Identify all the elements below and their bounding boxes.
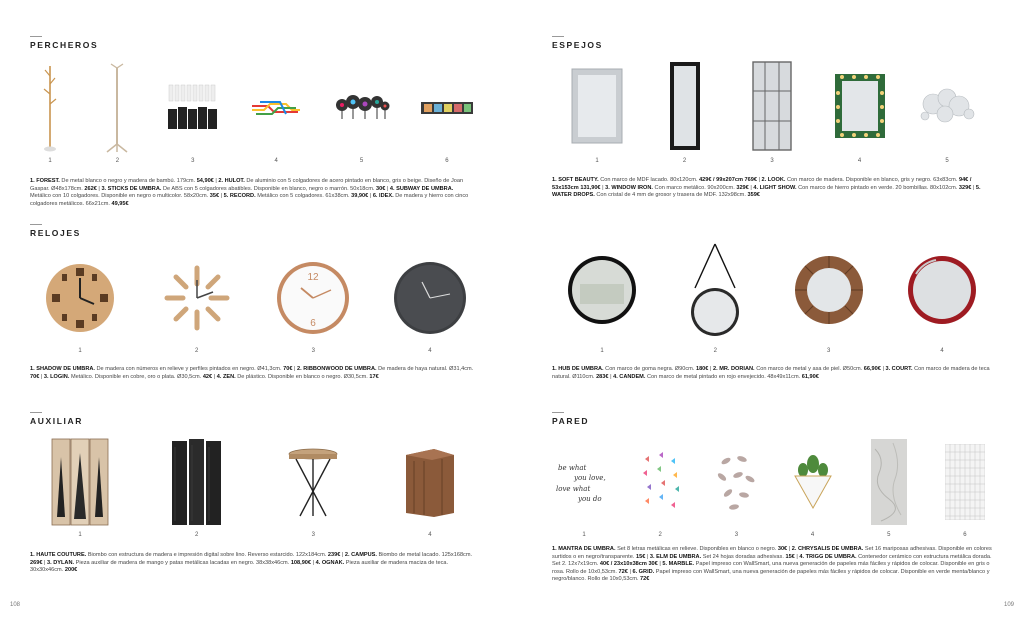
product-water-drops[interactable] (907, 58, 987, 164)
product-name: 4. CANDEM. (613, 373, 646, 380)
product-number: 5 (887, 532, 891, 538)
trigg-image (781, 436, 845, 528)
product-text: Con cristal de 4 mm de grosor y trasera de MDF. 132x98cm. (596, 192, 746, 199)
hub-image (562, 236, 642, 344)
product-text: De metal blanco o negro y madera de bambú. 179cm. (61, 178, 196, 184)
product-price: 131,90€ (580, 184, 601, 191)
product-text: De madera de haya natural. Ø31,4cm. (378, 366, 474, 372)
product-ribbonwood[interactable] (157, 252, 237, 354)
product-text: Pieza auxiliar de madera de mango y patas metálicas lacadas en negro. 38x38x46cm. (75, 559, 290, 566)
product-grid[interactable] (933, 436, 997, 538)
section-relojes (30, 224, 81, 238)
page-number-right: 109 (1003, 602, 1014, 608)
product-text: Con marco de madera. Disponible en blanco, gris y negro. 63x83cm. (787, 177, 958, 183)
product-name: 3. WINDOW IRON. (605, 184, 653, 191)
clock-numeral-6: 6 (310, 318, 317, 329)
product-elm[interactable] (704, 436, 768, 538)
relojes-products (40, 252, 470, 354)
product-text: Con marco de hierro pintado en verde. 20 bombillas. 80x102cm. (798, 184, 958, 191)
section-percheros (30, 36, 98, 50)
product-number: 4 (428, 348, 432, 354)
product-number: 4 (274, 158, 278, 164)
product-price: 329€ (736, 184, 749, 191)
product-hulot[interactable] (97, 62, 137, 164)
product-price: 39,90€ (351, 193, 369, 200)
product-price: 70€ (30, 373, 40, 380)
product-text: Con marco de goma negra. Ø90cm. (605, 366, 695, 372)
record-image (332, 62, 392, 154)
product-text: Set 8 letras metálicas en relieve. Disponibles en blanco o negro. (617, 546, 777, 552)
product-haute-couture[interactable] (40, 436, 120, 538)
product-number: 4 (940, 348, 944, 354)
product-number: 4 (428, 532, 432, 538)
product-text: Metálico con 10 colgadores. Disponible en negro o multicolor. 58x20cm. (30, 193, 209, 200)
product-court[interactable] (789, 236, 869, 354)
product-text: Papel impreso con WallSmart, una nueva generación de papeles más fáciles y rápidos de colocar. Disponible en verde menta/blanco y negro/blanco. Rollo de 10x0,53cm. (552, 568, 990, 583)
window-iron-image (732, 58, 812, 154)
percheros-description: 1. FOREST. De metal blanco o negro y madera de bambú. 179cm. 54,90€ | 2. HULOT. De aluminio con 5 colgadores de acero pintado en blanco, gris o beige. Diseño de Joan Gaspar. Ø48x178cm. 262€ | 3. STICKS DE UMBRA. De ABS con 5 colgadores abatibles. Disponible en blanco, negro o marrón. 50x18cm. 30€ | 4. SUBWAY DE UMBRA. Metálico con 10 colgadores. Disponible en negro o multicolor. 58x20cm. 35€ | 5. RECORD. Metálico con 5 colgadores. 61x38cm. 39,90€ | 6. IDEX. De madera y hierro con cinco colgadores metálicos. 66x21cm. 49,95€ (30, 178, 469, 207)
section-title-percheros: PERCHEROS (30, 40, 99, 50)
espejos-round-description: 1. HUB DE UMBRA. Con marco de goma negra. Ø90cm. 180€ | 2. MR. DORIAN. Con marco de metal y asa de piel. Ø50cm. 66,90€ | 3. COURT. Con marco de madera de teca natural. Ø110cm. 283€ | 4. CANDEM. Con marco de metal pintado en rojo envejecido. 48x49x11cm. 61,90€ (552, 366, 990, 380)
pared-description: 1. MANTRA DE UMBRA. Set 8 letras metálicas en relieve. Disponibles en blanco o negro. 30€ | 2. CHRYSALIS DE UMBRA. Set 16 mariposas adhesivas. Disponible en colores surtidos o en negro/transparente. 15€ | 3. ELM DE UMBRA. Set 24 hojas doradas adhesivas. 15€ | 4. TRIGG DE UMBRA. Contenedor cerámico con estructura metálica dorada. Set 2. 12x7x19cm. 40€ / 23x10x38cm 30€ | 5. MARBLE. Papel impreso con WallSmart, una nueva generación de papeles más fáciles y rápidos de colocar. Disponible en gris o rosa. Rollo de 10x0,53cm. 72€ | 6. GRID. Papel impreso con WallSmart, una nueva generación de papeles más fáciles y rápidos de colocar. Disponible en verde menta/blanco y negro/blanco. Rollo de 10x0,53cm. 72€ (552, 546, 992, 583)
product-name: 2. HULOT. (218, 178, 245, 184)
forest-image (30, 62, 70, 154)
product-name: 5. WATER DROPS. (552, 184, 981, 199)
clock-numeral-12: 12 (307, 272, 319, 283)
product-window-iron[interactable] (732, 58, 812, 164)
product-price: 269€ (30, 559, 43, 566)
marble-image (857, 436, 921, 528)
section-title-auxiliar: AUXILIAR (30, 416, 83, 426)
product-price: 54,90€ (196, 178, 214, 184)
water-drops-image (907, 58, 987, 154)
light-show-image (820, 58, 900, 154)
product-number: 3 (770, 158, 774, 164)
product-name: 3. STICKS DE UMBRA. (101, 185, 162, 192)
court-image (789, 236, 869, 344)
section-auxiliar (30, 412, 83, 426)
product-name: 4. SUBWAY DE UMBRA. (389, 185, 454, 192)
relojes-description: 1. SHADOW DE UMBRA. De madera con números en relieve y perfiles pintados en negro. Ø41,3cm. 70€ | 2. RIBBONWOOD DE UMBRA. De madera de haya natural. Ø31,4cm. 70€ | 3. LOGIN. Metálico. Disponible en cobre, oro o plata. Ø30,5cm. 42€ | 4. ZEN. De plástico. Disponible en blanco o negro. Ø30,5cm. 17€ (30, 366, 474, 380)
product-name: 1. SHADOW DE UMBRA. (30, 366, 95, 372)
product-number: 2 (115, 158, 120, 164)
product-price: 40€ / 23x10x38cm (599, 561, 647, 568)
product-price: 15€ (785, 553, 795, 560)
espejos-round-products (562, 236, 982, 354)
product-soft-beauty[interactable] (557, 58, 637, 164)
product-price: 108,90€ (290, 559, 312, 566)
product-text: Pieza auxiliar de madera maciza de teca. 30x30x46cm. (30, 559, 449, 574)
product-number: 5 (945, 158, 949, 164)
product-light-show[interactable] (820, 58, 900, 164)
product-look[interactable] (645, 58, 725, 164)
zen-clock-image (390, 252, 470, 344)
elm-image (704, 436, 768, 528)
candem-image (902, 236, 982, 344)
section-rule (30, 224, 42, 225)
idex-image (419, 62, 475, 154)
product-record[interactable] (332, 62, 392, 164)
product-number: 1 (600, 348, 604, 354)
auxiliar-products (40, 436, 470, 538)
product-text: Biombo con estructura de madera e impresión digital sobre lino. Reverso estarcido. 122x184cm. (87, 552, 327, 558)
product-number: 2 (682, 158, 687, 164)
product-text: Con marco de madera de teca natural. Ø110cm. (552, 366, 990, 380)
product-price: 17€ (369, 373, 379, 380)
product-number: 3 (311, 532, 315, 538)
product-text: Con marco de metal y asa de piel. Ø50cm. (756, 366, 863, 372)
section-title-espejos: ESPEJOS (552, 40, 603, 50)
product-text: Metálico. Disponible en cobre, oro o plata. Ø30,5cm. (70, 373, 202, 380)
espejos-description: 1. SOFT BEAUTY. Con marco de MDF lacado. 80x120cm. 429€ / 99x207cm 769€ | 2. LOOK. Con marco de madera. Disponible en blanco, gris y negro. 63x83cm. 94€ / 53x153cm 131,90€ | 3. WINDOW IRON. Con marco metálico. 90x200cm. 329€ | 4. LIGHT SHOW. Con marco de hierro pintado en verde. 20 bombillas. 80x102cm. 329€ | 5. WATER DROPS. Con cristal de 4 mm de grosor y trasera de MDF. 132x98cm. 359€ (552, 177, 981, 199)
product-number: 4 (810, 532, 815, 538)
product-number: 2 (194, 348, 199, 354)
product-name: 3. LOGIN. (43, 373, 70, 380)
ribbonwood-clock-image (157, 252, 237, 344)
product-text: Set 24 hojas doradas adhesivas. (702, 553, 784, 560)
right-page (512, 0, 1024, 618)
product-name: 5. RECORD. (223, 193, 256, 200)
login-clock-image (273, 252, 353, 344)
product-candem[interactable] (902, 236, 982, 354)
sticks-image (165, 62, 221, 154)
product-text: Contenedor cerámico con estructura metálica dorada. Set 2. 12x7x19cm. (552, 553, 992, 568)
section-rule (552, 36, 564, 37)
product-price: 35€ (209, 193, 220, 200)
product-name: 2. CHRYSALIS DE UMBRA. (791, 546, 864, 552)
product-name: 4. LIGHT SHOW. (753, 184, 797, 191)
product-price: 70€ (283, 366, 293, 372)
product-name: 4. TRIGG DE UMBRA. (799, 553, 857, 560)
pared-products (552, 436, 997, 538)
mr-dorian-image (675, 236, 755, 344)
product-text: De ABS con 5 colgadores abatibles. Disponible en blanco, negro o marrón. 50x18cm. (162, 185, 375, 192)
product-campus[interactable] (157, 436, 237, 538)
product-price: 283€ (596, 373, 609, 380)
ognak-image (390, 436, 470, 528)
product-name: 2. CAMPUS. (344, 552, 377, 558)
product-number: 2 (713, 348, 717, 354)
mantra-word: love what (556, 485, 591, 493)
product-price: 30€ (376, 185, 386, 192)
auxiliar-description: 1. HAUTE COUTURE. Biombo con estructura de madera e impresión digital sobre lino. Reverso estarcido. 122x184cm. 239€ | 2. CAMPUS. Biombo de metal lacado. 125x168cm. 269€ | 3. DYLAN. Pieza auxiliar de madera de mango y patas metálicas lacadas en negro. 38x38x46cm. 108,90€ | 4. OGNAK. Pieza auxiliar de madera maciza de teca. 30x30x46cm. 200€ (30, 552, 473, 574)
campus-image (157, 436, 237, 528)
product-ognak[interactable] (390, 436, 470, 538)
mantra-word: you do (578, 495, 602, 503)
product-number: 6 (445, 158, 449, 164)
product-text: Con marco de metal pintado en rojo envejecido. 48x49x11cm. (646, 373, 801, 380)
section-rule (30, 412, 42, 413)
product-text: De madera con números en relieve y perfiles pintados en negro. Ø41,3cm. (96, 366, 282, 372)
product-number: 3 (734, 532, 739, 538)
product-chrysalis[interactable] (628, 436, 692, 538)
product-name: 1. SOFT BEAUTY. (552, 177, 599, 183)
product-number: 3 (191, 158, 195, 164)
shadow-clock-image (40, 252, 120, 344)
product-text: De aluminio con 5 colgadores de acero pintado en blanco, gris o beige. Diseño de Joan Gaspar. Ø48x178cm. (30, 178, 464, 192)
product-sticks[interactable] (165, 62, 221, 164)
look-image (645, 58, 725, 154)
product-name: 1. MANTRA DE UMBRA. (552, 546, 616, 552)
product-dylan[interactable] (273, 436, 353, 538)
mantra-word: you love, (574, 474, 606, 482)
product-price: 42€ (202, 373, 213, 380)
product-trigg[interactable] (781, 436, 845, 538)
product-price: 15€ (635, 553, 646, 560)
product-name: 3. DYLAN. (47, 559, 75, 566)
soft-beauty-image (557, 58, 637, 154)
product-text: Metálico con 5 colgadores. 61x38cm. (257, 193, 350, 200)
product-text: Set 16 mariposas adhesivas. Disponible en colores surtidos o en negro/transparente. (552, 546, 992, 560)
hulot-image (97, 62, 137, 154)
product-name: 3. ELM DE UMBRA. (649, 553, 702, 560)
product-forest[interactable] (30, 62, 70, 164)
product-number: 1 (582, 532, 586, 538)
product-name: 6. GRID. (632, 568, 655, 575)
product-number: 6 (963, 532, 967, 538)
product-text: Con marco de MDF lacado. 80x120cm. (600, 177, 698, 183)
product-hub[interactable] (562, 236, 642, 354)
product-price: 329€ (958, 184, 972, 191)
product-price: 72€ (640, 576, 650, 583)
product-text: Biombo de metal lacado. 125x168cm. (378, 552, 473, 558)
product-shadow[interactable] (40, 252, 120, 354)
espejos-products (557, 58, 987, 164)
page-number-left: 108 (10, 602, 21, 608)
product-name: 1. HAUTE COUTURE. (30, 552, 87, 558)
product-marble[interactable] (857, 436, 921, 538)
product-name: 3. COURT. (885, 366, 913, 372)
product-mr-dorian[interactable] (675, 236, 755, 354)
product-name: 2. LOOK. (761, 177, 786, 183)
product-mantra[interactable] (552, 436, 616, 538)
product-price: 180€ (695, 366, 709, 372)
subway-image (248, 62, 304, 154)
product-price: 429€ / 99x207cm (699, 177, 743, 183)
product-price: 66,90€ (863, 366, 881, 372)
product-text: De plástico. Disponible en blanco o negro. Ø30,5cm. (237, 373, 368, 380)
product-text: Papel impreso con WallSmart, una nueva generación de papeles más fáciles y rápidos de colocar. Disponible en gris o rosa. Rollo de 10x0,53cm. (552, 561, 990, 575)
product-number: 1 (78, 532, 82, 538)
product-number: 1 (48, 158, 52, 164)
product-number: 4 (857, 158, 862, 164)
product-zen[interactable] (390, 252, 470, 354)
product-price: 49,95€ (111, 200, 129, 207)
product-subway[interactable] (248, 62, 304, 164)
product-number: 1 (78, 348, 82, 354)
product-price: 239€ (327, 552, 341, 558)
product-number: 5 (359, 158, 364, 164)
product-name: 4. ZEN. (216, 373, 236, 380)
product-name: 5. MARBLE. (662, 561, 695, 568)
section-espejos (552, 36, 603, 50)
product-text: De madera y hierro con cinco colgadores metálicos. 66x21cm. (30, 193, 469, 207)
product-price: 30€ (648, 561, 658, 568)
section-title-relojes: RELOJES (30, 228, 81, 238)
product-name: 1. FOREST. (30, 178, 60, 184)
section-rule (30, 36, 42, 37)
product-price: 200€ (64, 567, 78, 574)
chrysalis-image (628, 436, 692, 528)
product-price: 72€ (618, 568, 628, 575)
section-rule (552, 412, 564, 413)
product-name: 4. OGNAK. (315, 559, 345, 566)
product-price: 61,90€ (801, 373, 819, 380)
product-idex[interactable] (419, 62, 475, 164)
product-number: 2 (194, 532, 199, 538)
product-number: 2 (658, 532, 662, 538)
mantra-image (552, 436, 616, 528)
product-price: 262€ (84, 185, 97, 192)
product-login[interactable] (273, 252, 353, 354)
product-number: 3 (826, 348, 831, 354)
section-pared (552, 412, 589, 426)
product-name: 1. HUB DE UMBRA. (552, 366, 604, 372)
product-price: 769€ (744, 177, 757, 183)
product-number: 1 (595, 158, 599, 164)
percheros-products (30, 62, 475, 164)
mantra-word: be what (558, 464, 587, 472)
product-name: 2. MR. DORIAN. (712, 366, 755, 372)
product-name: 2. RIBBONWOOD DE UMBRA. (297, 366, 377, 372)
product-text: Con marco metálico. 90x200cm. (654, 184, 735, 191)
section-title-pared: PARED (552, 416, 590, 426)
haute-couture-image (40, 436, 120, 528)
product-price: 30€ (777, 546, 788, 552)
dylan-image (273, 436, 353, 528)
product-price: 359€ (747, 192, 760, 199)
product-price: 94€ / 53x153cm (552, 177, 972, 191)
grid-image (933, 436, 997, 528)
product-number: 3 (311, 348, 315, 354)
product-name: 6. IDEX. (372, 193, 394, 200)
